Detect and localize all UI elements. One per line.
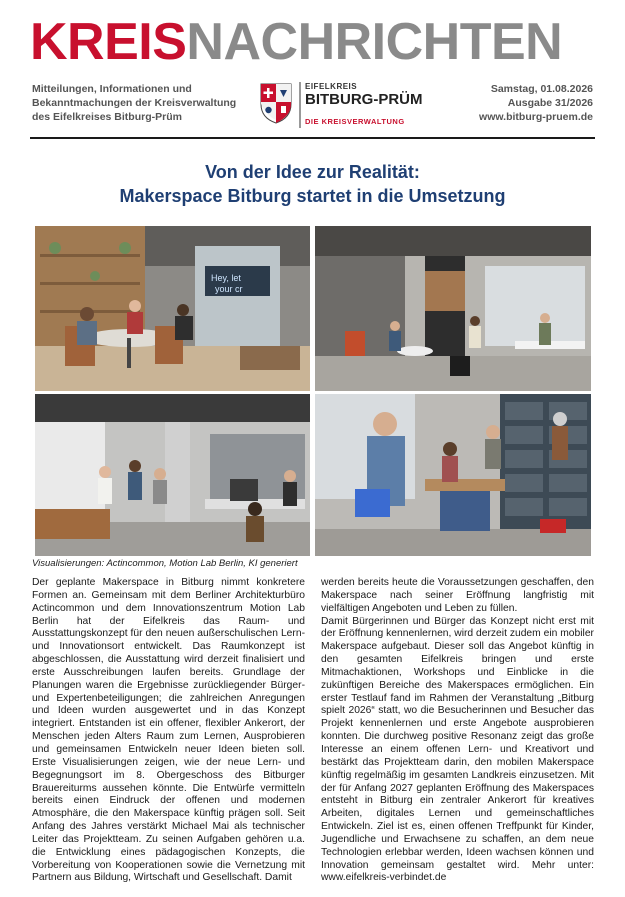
description-line: Bekanntmachungen der Kreisverwaltung	[32, 97, 237, 109]
article-column-left	[32, 577, 305, 885]
neon-sign-text-2: your cr	[215, 284, 243, 294]
visualization-storage	[315, 394, 591, 556]
article-paragraph: werden bereits heute die Voraussetzungen geschaffen, den Makerspace nach seiner Eröffnung langfristig mit vielfältigen Angeboten und Leben zu füllen.	[321, 577, 594, 614]
logo-line-eifelkreis: EIFELKREIS	[305, 82, 358, 91]
article-paragraph: Der geplante Makerspace in Bitburg nimmt konkretere Formen an. Gemeinsam mit dem Berliner Architekturbüro Actincommon und dem Innovationszentrum Motion Lab Berlin hat der Eifelkreis das Raum- und Ausstattungskonzept für den neuen außerschulischen Lern- und Innovationsort entwickelt. Das Raumkonzept ist abgeschlossen, die Ausstattung wird derzeit finalisiert und erste Ausschreibungen laufen bereits. Grundlage der Planungen waren die Ergebnisse zurückliegender Bürger- und Expertenbeteiligungen; die zahlreichen Anregungen und Ideen wurden ausgewertet und in das Konzept integriert. Entstanden ist ein offener, flexibler Ankerort, der Menschen jeden Alters Raum zum Lernen, Ausprobieren und gemeinsamen Entwickeln neuer Ideen bieten soll. Erste Visualisierungen zeigen, wie der neue Lern- und Begegnungsort im 8. Obergeschoss des Bitburger Brauereiturms aussehen könnte. Die Entwürfe vermitteln bereits einen Eindruck der offenen und modernen Atmosphäre, die den Makerspace künftig prägen soll. Seit Anfang des Jahres verstärkt Michael Mai als technischer Leiter das Projektteam. Zu seinen Aufgaben gehören u.a. die Entwicklung eines pädagogischen Konzepts, die Vorbereitung von Kooperationen sowie die Vernetzung mit Partnern aus Bildung, Wirtschaft und Gesellschaft. Damit	[32, 577, 305, 884]
issue-date: Samstag, 01.08.2026	[490, 83, 593, 95]
headline-line-2: Makerspace Bitburg startet in die Umsetzung	[119, 186, 506, 206]
article-column-right	[321, 577, 594, 885]
logo-divider	[299, 82, 301, 128]
issue-info	[393, 82, 593, 124]
issue-number: Ausgabe 31/2026	[507, 97, 593, 109]
masthead	[30, 14, 600, 70]
visualization-lounge	[35, 226, 310, 391]
visualization-workspace	[315, 226, 591, 391]
publication-description	[32, 82, 252, 124]
neon-sign-text: Hey, let	[211, 273, 241, 283]
visualization-workshop	[35, 394, 310, 556]
headline-line-1: Von der Idee zur Realität:	[205, 162, 420, 182]
description-line: des Eifelkreises Bitburg-Prüm	[32, 111, 182, 123]
article-headline	[30, 160, 595, 208]
image-caption: Visualisierungen: Actincommon, Motion Lab Berlin, KI generiert	[32, 558, 298, 569]
visualization-grid	[35, 226, 591, 556]
header-divider	[30, 137, 595, 139]
description-line: Mitteilungen, Informationen und	[32, 83, 192, 95]
logo-line-bitburg-pruem: BITBURG-PRÜM	[305, 91, 423, 108]
logo-line-kreisverwaltung: DIE KREISVERWALTUNG	[305, 117, 405, 126]
website-link[interactable]: www.bitburg-pruem.de	[479, 111, 593, 123]
article-paragraph: Damit Bürgerinnen und Bürger das Konzept nicht erst mit der Eröffnung kennenlernen, wird derzeit zudem ein mobiler Makerspace aufgebaut. Dieser soll das Angebot künftig in den gesamten Eifelkreis bringen und erste Mitmachaktionen, Workshops und Einblicke in die zukünftigen Bereiche des Makerspaces ermöglichen. Ein erster Testlauf fand im Rahmen der Veranstaltung „Bitburg spielt 2026“ statt, wo die Besucherinnen und Besucher das Projekt kennenlernen und erste Angebote ausprobieren konnten. Die durchweg positive Resonanz zeigt das große Interesse an einem offenen Lern- und Kreativort und bestärkt das Projektteam darin, den mobilen Makerspace künftig regelmäßig im gesamten Landkreis einzusetzen. Mit der für Anfang 2027 geplanten Eröffnung des Makerspaces entsteht in Bitburg ein zentraler Ankerort für kreatives Arbeiten, digitales Lernen und gemeinschaftliches Entwickeln. Ziel ist es, einen offenen Treffpunkt für Kinder, Jugendliche und Erwachsene zu schaffen, an dem neue Technologien erlebbar werden, Ideen wachsen können und Innovation gemeinsam gestaltet wird. Mehr unter: www.eifelkreis-verbindet.de	[321, 615, 594, 884]
coat-of-arms-icon	[259, 82, 293, 124]
masthead-part-kreis: KREIS	[30, 13, 187, 71]
masthead-part-nachrichten: NACHRICHTEN	[186, 13, 563, 71]
